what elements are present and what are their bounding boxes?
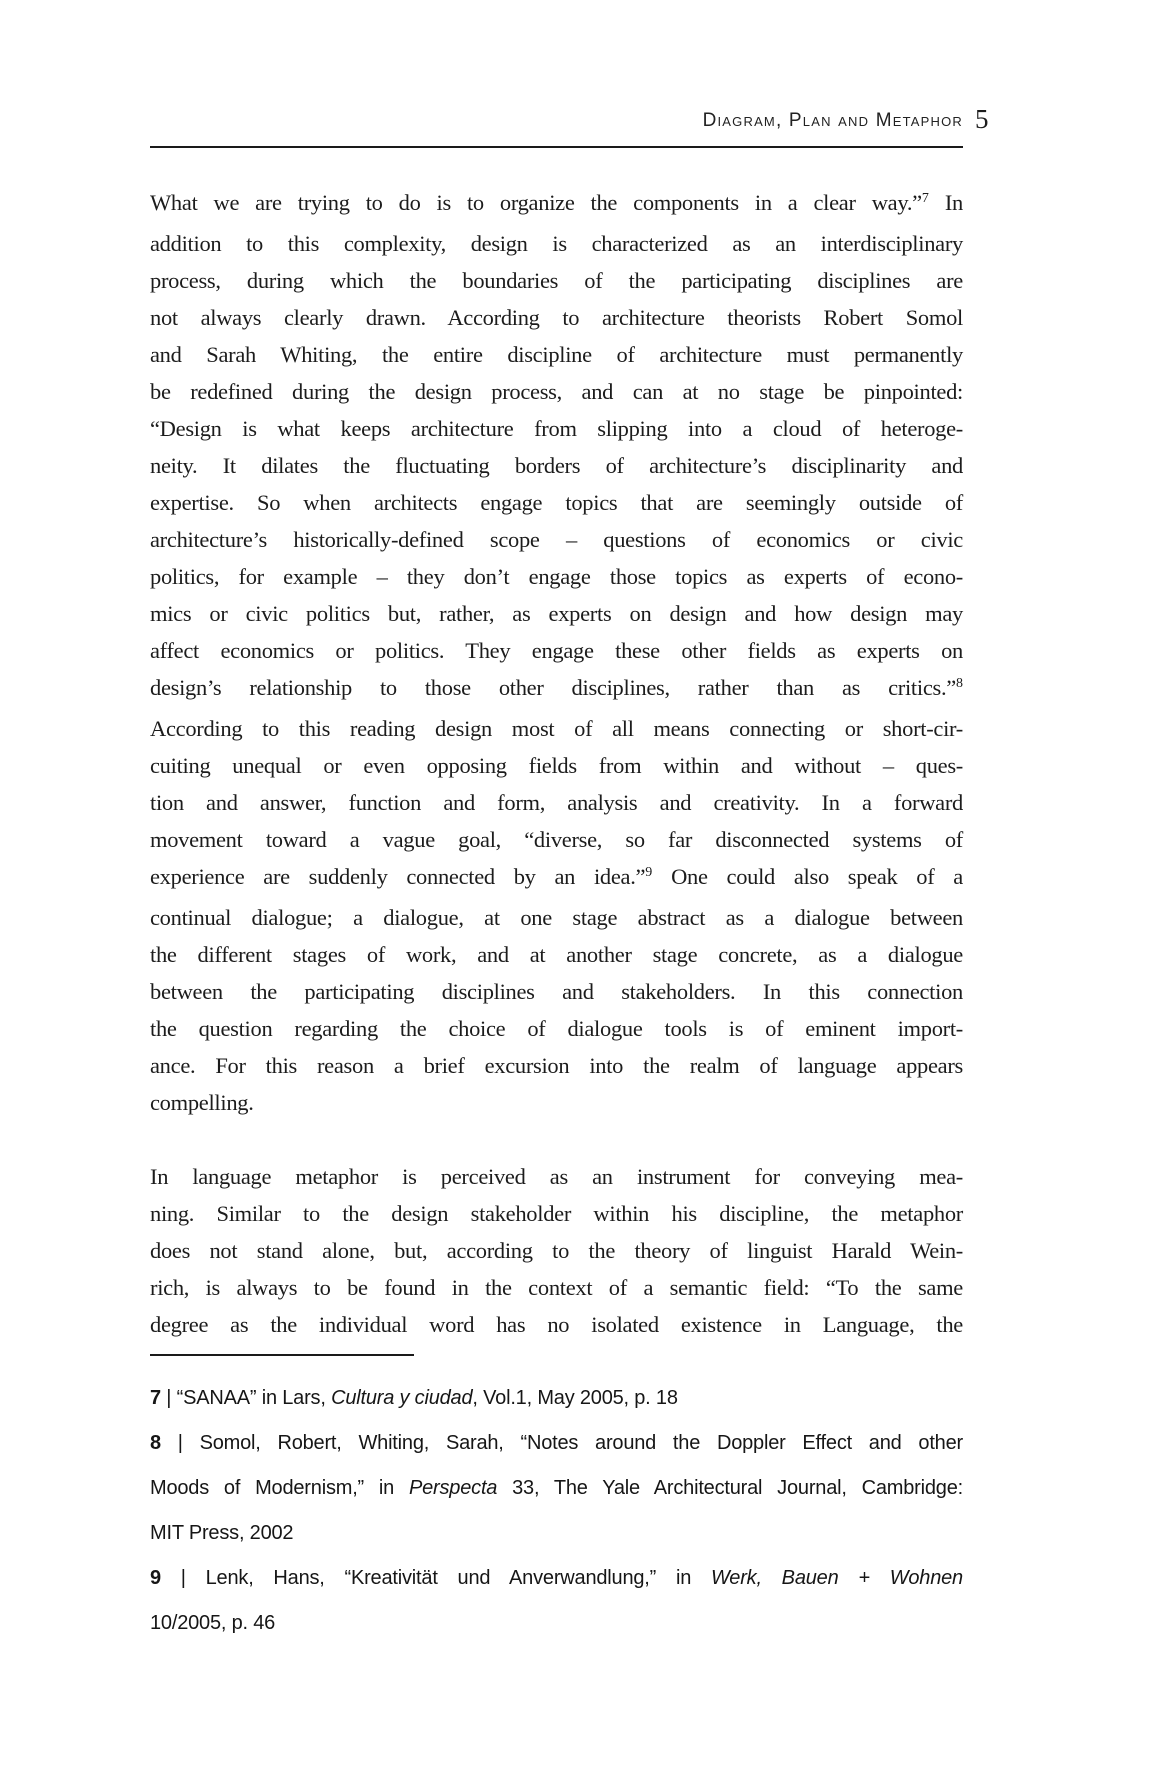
paragraph-1	[150, 184, 963, 1121]
text-line: affect economics or politics. They engage these other fields as experts on	[150, 638, 963, 663]
text-line: design’s relationship to those other disciplines, rather than as critics.”$^8$	[150, 675, 963, 700]
footnote-rule	[150, 1354, 414, 1356]
text-line: 7 | “SANAA” in Lars, Cultura y ciudad, Vol.1, May 2005, p. 18	[150, 1387, 678, 1409]
text-line: tion and answer, function and form, analysis and creativity. In a forward	[150, 790, 963, 815]
text-line: According to this reading design most of all means connecting or short-cir-	[150, 716, 963, 741]
footnote-marker: 9	[645, 865, 653, 880]
running-head-title: Diagram, Plan and Metaphor	[702, 110, 963, 131]
text-line: ance. For this reason a brief excursion into the realm of language appears	[150, 1053, 963, 1078]
text-line: addition to this complexity, design is characterized as an interdisciplinary	[150, 231, 963, 256]
text-line: MIT Press, 2002	[150, 1522, 294, 1544]
text-line: compelling.	[150, 1090, 254, 1115]
text-line: and Sarah Whiting, the entire discipline of architecture must permanently	[150, 342, 963, 367]
text-line: cuiting unequal or even opposing fields from within and without – ques-	[150, 753, 963, 778]
text-line: neity. It dilates the fluctuating borders of architecture’s disciplinarity and	[150, 453, 963, 478]
text-line: 9 | Lenk, Hans, “Kreativität und Anverwandlung,” in Werk, Bauen + Wohnen	[150, 1567, 963, 1589]
page-number: 5	[975, 104, 989, 134]
text-line: not always clearly drawn. According to architecture theorists Robert Somol	[150, 305, 963, 330]
text-line: process, during which the boundaries of the participating disciplines are	[150, 268, 963, 293]
text-line: 8 | Somol, Robert, Whiting, Sarah, “Notes around the Doppler Effect and other	[150, 1432, 963, 1454]
footnote-9	[150, 1556, 963, 1646]
text-line: “Design is what keeps architecture from slipping into a cloud of heteroge-	[150, 416, 963, 441]
text-line: mics or civic politics but, rather, as experts on design and how design may	[150, 601, 963, 626]
text-line: the different stages of work, and at another stage concrete, as a dialogue	[150, 942, 963, 967]
text-line: Moods of Modernism,” in Perspecta 33, The Yale Architectural Journal, Cambridge:	[150, 1477, 964, 1499]
text-line: rich, is always to be found in the context of a semantic field: “To the same	[150, 1275, 963, 1300]
text-line: does not stand alone, but, according to the theory of linguist Harald Wein-	[150, 1238, 963, 1263]
text-line: movement toward a vague goal, “diverse, so far disconnected systems of	[150, 827, 963, 852]
text-line: 10/2005, p. 46	[150, 1612, 276, 1634]
footnote-marker: 7	[921, 191, 929, 206]
text-line: In language metaphor is perceived as an instrument for conveying mea-	[150, 1164, 963, 1189]
text-line: experience are suddenly connected by an idea.”$^9$ One could also speak of a	[150, 864, 963, 889]
paragraph-2	[150, 1158, 963, 1343]
text-line: continual dialogue; a dialogue, at one stage abstract as a dialogue between	[150, 905, 963, 930]
header-rule	[150, 146, 963, 148]
text-line: between the participating disciplines and stakeholders. In this connection	[150, 979, 963, 1004]
text-line: expertise. So when architects engage topics that are seemingly outside of	[150, 490, 963, 515]
text-line: architecture’s historically-defined scope – questions of economics or civic	[150, 527, 963, 552]
footnote-8	[150, 1421, 963, 1556]
text-line: politics, for example – they don’t engage those topics as experts of econo-	[150, 564, 963, 589]
body-text	[150, 184, 963, 1343]
footnote-marker: 8	[956, 676, 963, 691]
footnote-7	[150, 1376, 963, 1421]
footnotes-section	[150, 1354, 963, 1646]
text-line: What we are trying to do is to organize the components in a clear way.”$^7$ In	[150, 190, 963, 215]
text-line: ning. Similar to the design stakeholder within his discipline, the metaphor	[150, 1201, 963, 1226]
text-line: degree as the individual word has no isolated existence in Language, the	[150, 1312, 963, 1337]
text-line: the question regarding the choice of dialogue tools is of eminent import-	[150, 1016, 963, 1041]
text-line: be redefined during the design process, and can at no stage be pinpointed:	[150, 379, 963, 404]
